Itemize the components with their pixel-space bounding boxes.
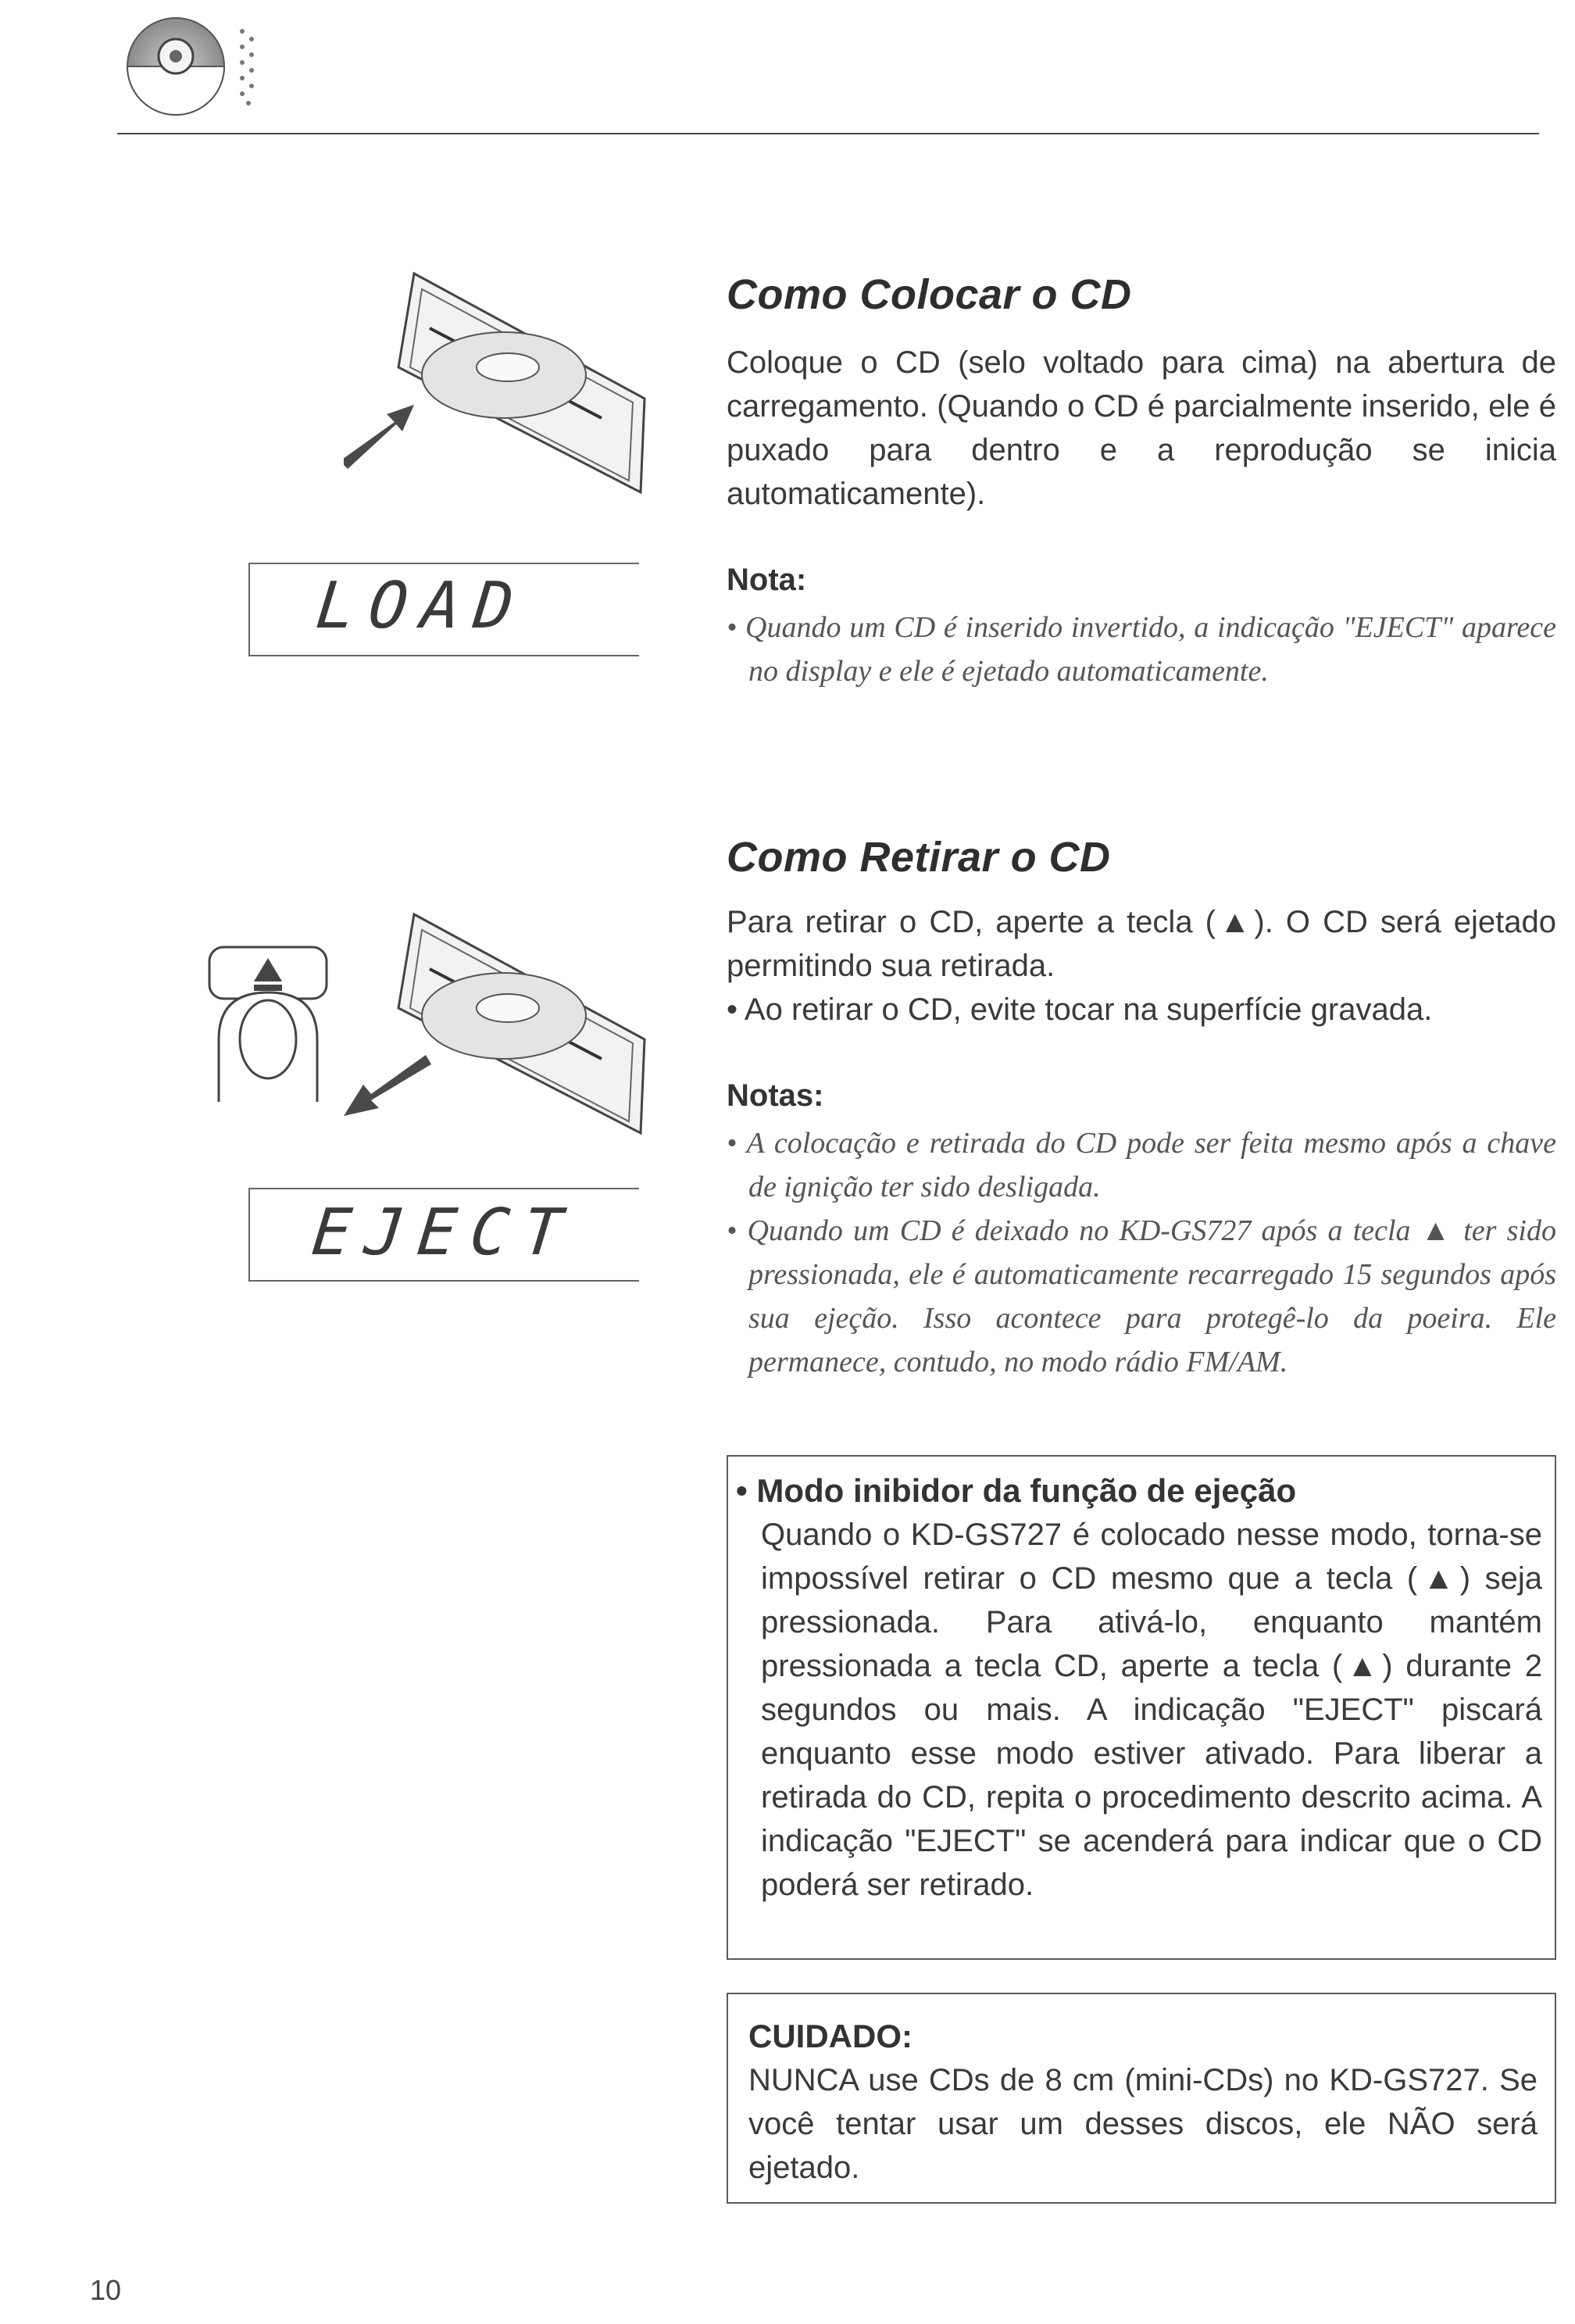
load-section-title: Como Colocar o CD — [727, 271, 1132, 318]
load-note-item: • Quando um CD é inserido invertido, a indicação "EJECT" aparece no display e ele é ejetado automaticamente. — [727, 611, 1556, 688]
cd-eject-illustration — [344, 899, 656, 1141]
eject-display-text: EJECT — [309, 1196, 580, 1270]
eject-inhibit-title: • Modo inibidor da função de ejeção — [736, 1472, 1297, 1509]
eject-section-title: Como Retirar o CD — [727, 834, 1111, 881]
header-rule — [117, 133, 1539, 134]
eject-notes — [727, 1121, 1556, 1384]
load-notes — [727, 606, 1556, 693]
cd-disc-icon — [117, 16, 289, 117]
load-display-text: LOAD — [312, 569, 531, 643]
eject-section-bullet: • Ao retirar o CD, evite tocar na superfície gravada. — [727, 992, 1433, 1027]
eject-inhibit-body: Quando o KD-GS727 é colocado nesse modo, torna-se impossível retirar o CD mesmo que a tecla (▲) seja pressionada. Para ativá-lo, enquanto mantém pressionada a tecla CD, aperte a tecla (▲) durante 2 segundos ou mais. A indicação "EJECT" piscará enquanto esse modo estiver ativado. Para liberar a retirada do CD, repita o procedimento descrito acima. A indicação "EJECT" se acenderá para indicar que o CD poderá ser retirado. — [761, 1518, 1542, 1902]
caution-body: NUNCA use CDs de 8 cm (mini-CDs) no KD-GS727. Se você tentar usar um desses discos, ele NÃO será ejetado. — [748, 2063, 1538, 2185]
caution-box — [727, 1993, 1556, 2204]
load-note-title: Nota: — [727, 563, 807, 597]
eject-note-item: • A colocação e retirada do CD pode ser feita mesmo após a chave de ignição ter sido desligada. — [727, 1127, 1556, 1203]
load-section-body: Coloque o CD (selo voltado para cima) na abertura de carregamento. (Quando o CD é parcialmente inserido, ele é puxado para dentro e a reprodução se inicia automaticamente). — [727, 345, 1556, 511]
page-number: 10 — [90, 2274, 122, 2306]
eject-key-finger-illustration — [203, 938, 336, 1117]
eject-inhibit-box — [727, 1455, 1556, 1960]
eject-section-body: Para retirar o CD, aperte a tecla (▲). O CD será ejetado permitindo sua retirada. — [727, 905, 1556, 983]
caution-title: CUIDADO: — [748, 2018, 912, 2054]
eject-notes-title: Notas: — [727, 1078, 824, 1113]
eject-note-item: • Quando um CD é deixado no KD-GS727 após a tecla ▲ ter sido pressionada, ele é automaticamente recarregado 15 segundos após sua ejeção. Isso acontece para protegê-lo da poeira. Ele permanece, contudo, no modo rádio FM/AM. — [727, 1214, 1556, 1378]
cd-insert-illustration — [344, 258, 656, 500]
